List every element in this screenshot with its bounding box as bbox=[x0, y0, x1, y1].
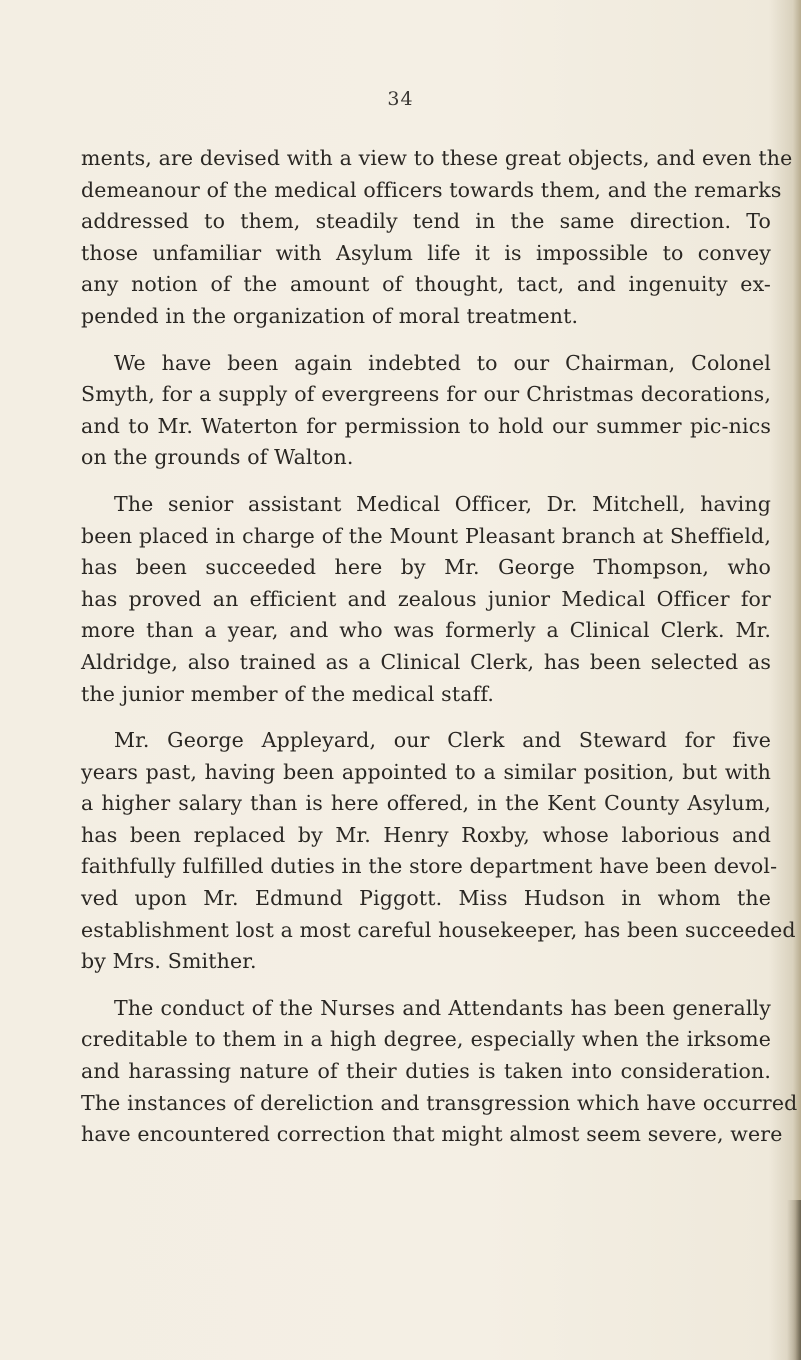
text-line: on the grounds of Walton. bbox=[81, 445, 354, 470]
text-line: any notion of the amount of thought, tact, and ingenuity ex- bbox=[81, 272, 771, 297]
body-text bbox=[81, 143, 798, 1151]
text-line: Smyth, for a supply of evergreens for our Christmas decorations, bbox=[81, 382, 771, 407]
text-line: establishment lost a most careful housekeeper, has been succeeded bbox=[81, 917, 796, 942]
page-number: 34 bbox=[387, 88, 414, 110]
text-line: demeanour of the medical officers towards them, and the remarks bbox=[81, 177, 782, 202]
text-line: pended in the organization of moral treatment. bbox=[81, 303, 579, 328]
text-line: has proved an efficient and zealous junior Medical Officer for bbox=[81, 586, 771, 611]
text-line: ved upon Mr. Edmund Piggott. Miss Hudson in whom the bbox=[81, 886, 771, 911]
text-line: and to Mr. Waterton for permission to hold our summer pic-nics bbox=[81, 413, 771, 438]
text-line: and harassing nature of their duties is taken into consideration. bbox=[81, 1059, 771, 1084]
text-line: has been succeeded here by Mr. George Thompson, who bbox=[81, 555, 771, 580]
text-line: the junior member of the medical staff. bbox=[81, 681, 494, 706]
text-line: a higher salary than is here offered, in the Kent County Asylum, bbox=[81, 791, 771, 816]
text-line: faithfully fulfilled duties in the store department have been devol- bbox=[81, 854, 778, 879]
text-line: been placed in charge of the Mount Pleasant branch at Sheffield, bbox=[81, 523, 771, 548]
paragraph bbox=[81, 143, 793, 333]
text-line: years past, having been appointed to a similar position, but with bbox=[81, 759, 771, 784]
paragraph bbox=[81, 993, 798, 1151]
page-edge-shadow bbox=[787, 1200, 801, 1360]
text-line: those unfamiliar with Asylum life it is impossible to convey bbox=[81, 240, 771, 265]
text-line: The conduct of the Nurses and Attendants has been generally bbox=[114, 995, 771, 1020]
text-line: addressed to them, steadily tend in the same direction. To bbox=[81, 209, 771, 234]
paragraph bbox=[81, 725, 796, 978]
text-line: The senior assistant Medical Officer, Dr. Mitchell, having bbox=[114, 491, 771, 516]
text-line: more than a year, and who was formerly a Clinical Clerk. Mr. bbox=[81, 618, 771, 643]
text-line: by Mrs. Smither. bbox=[81, 949, 257, 974]
text-line: The instances of dereliction and transgression which have occurred bbox=[81, 1090, 798, 1115]
text-line: We have been again indebted to our Chairman, Colonel bbox=[114, 350, 771, 375]
paragraph bbox=[81, 348, 771, 474]
text-line: creditable to them in a high degree, especially when the irksome bbox=[81, 1027, 771, 1052]
text-line: Mr. George Appleyard, our Clerk and Steward for five bbox=[114, 728, 771, 753]
text-line: have encountered correction that might almost seem severe, were bbox=[81, 1122, 783, 1147]
text-line: ments, are devised with a view to these great objects, and even the bbox=[81, 146, 793, 170]
paragraph bbox=[81, 489, 771, 710]
text-line: has been replaced by Mr. Henry Roxby, whose laborious and bbox=[81, 822, 771, 847]
text-line: Aldridge, also trained as a Clinical Clerk, has been selected as bbox=[81, 649, 771, 674]
